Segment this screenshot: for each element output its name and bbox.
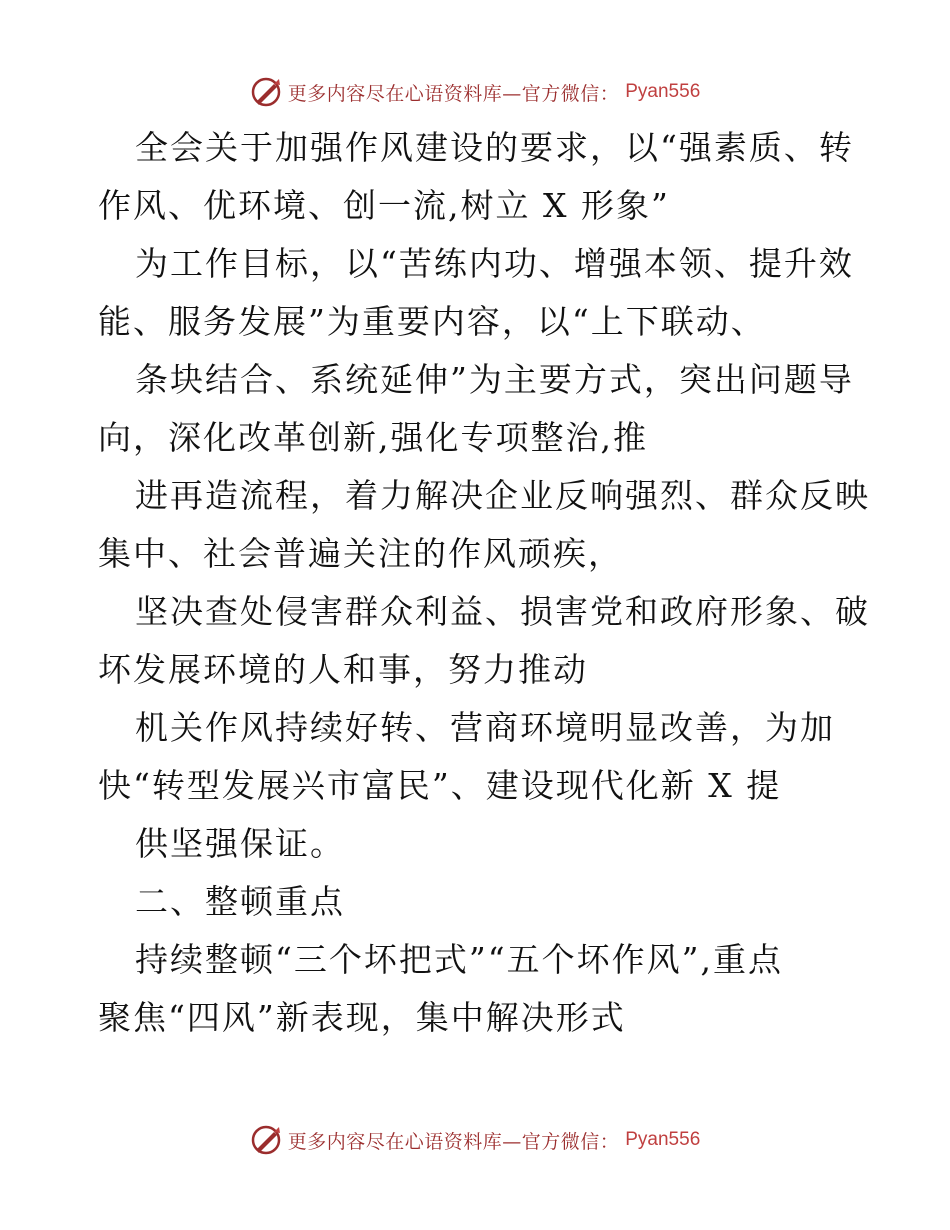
body-line: 条块结合、系统延伸”为主要方式，突出问题导: [135, 360, 854, 399]
watermark-text: 更多内容尽在心语资料库—官方微信：: [287, 1130, 620, 1153]
section-heading: 二、整顿重点: [135, 882, 345, 921]
body-line: 集中、社会普遍关注的作风顽疾，: [98, 534, 623, 573]
body-line: 作风、优环境、创一流,树立 X 形象”: [98, 186, 670, 225]
body-line: 能、服务发展”为重要内容，以“上下联动、: [98, 302, 766, 341]
body-line: 进再造流程，着力解决企业反响强烈、群众反映: [135, 476, 870, 515]
quill-logo-icon: [250, 76, 282, 108]
body-line: 为工作目标，以“苦练内功、增强本领、提升效: [135, 244, 854, 283]
body-line: 坚决查处侵害群众利益、损害党和政府形象、破: [135, 592, 870, 631]
body-line: 供坚强保证。: [135, 824, 345, 863]
header-watermark: [0, 70, 950, 114]
body-line: 机关作风持续好转、营商环境明显改善，为加: [135, 708, 835, 747]
body-line: 持续整顿“三个坏把式”“五个坏作风”,重点: [135, 940, 783, 979]
footer-watermark: [0, 1118, 950, 1162]
body-line: 快“转型发展兴市富民”、建设现代化新 X 提: [98, 766, 782, 805]
body-line: 聚焦“四风”新表现，集中解决形式: [98, 998, 626, 1037]
watermark-wechat-id: Pyan556: [625, 81, 701, 102]
watermark-wechat-id: Pyan556: [625, 1129, 701, 1150]
body-line: 向，深化改革创新,强化专项整治,推: [98, 418, 648, 457]
watermark-text: 更多内容尽在心语资料库—官方微信：: [287, 82, 620, 105]
quill-logo-icon: [250, 1124, 282, 1156]
body-line: 全会关于加强作风建设的要求，以“强素质、转: [135, 128, 854, 167]
body-line: 坏发展环境的人和事，努力推动: [98, 650, 588, 689]
